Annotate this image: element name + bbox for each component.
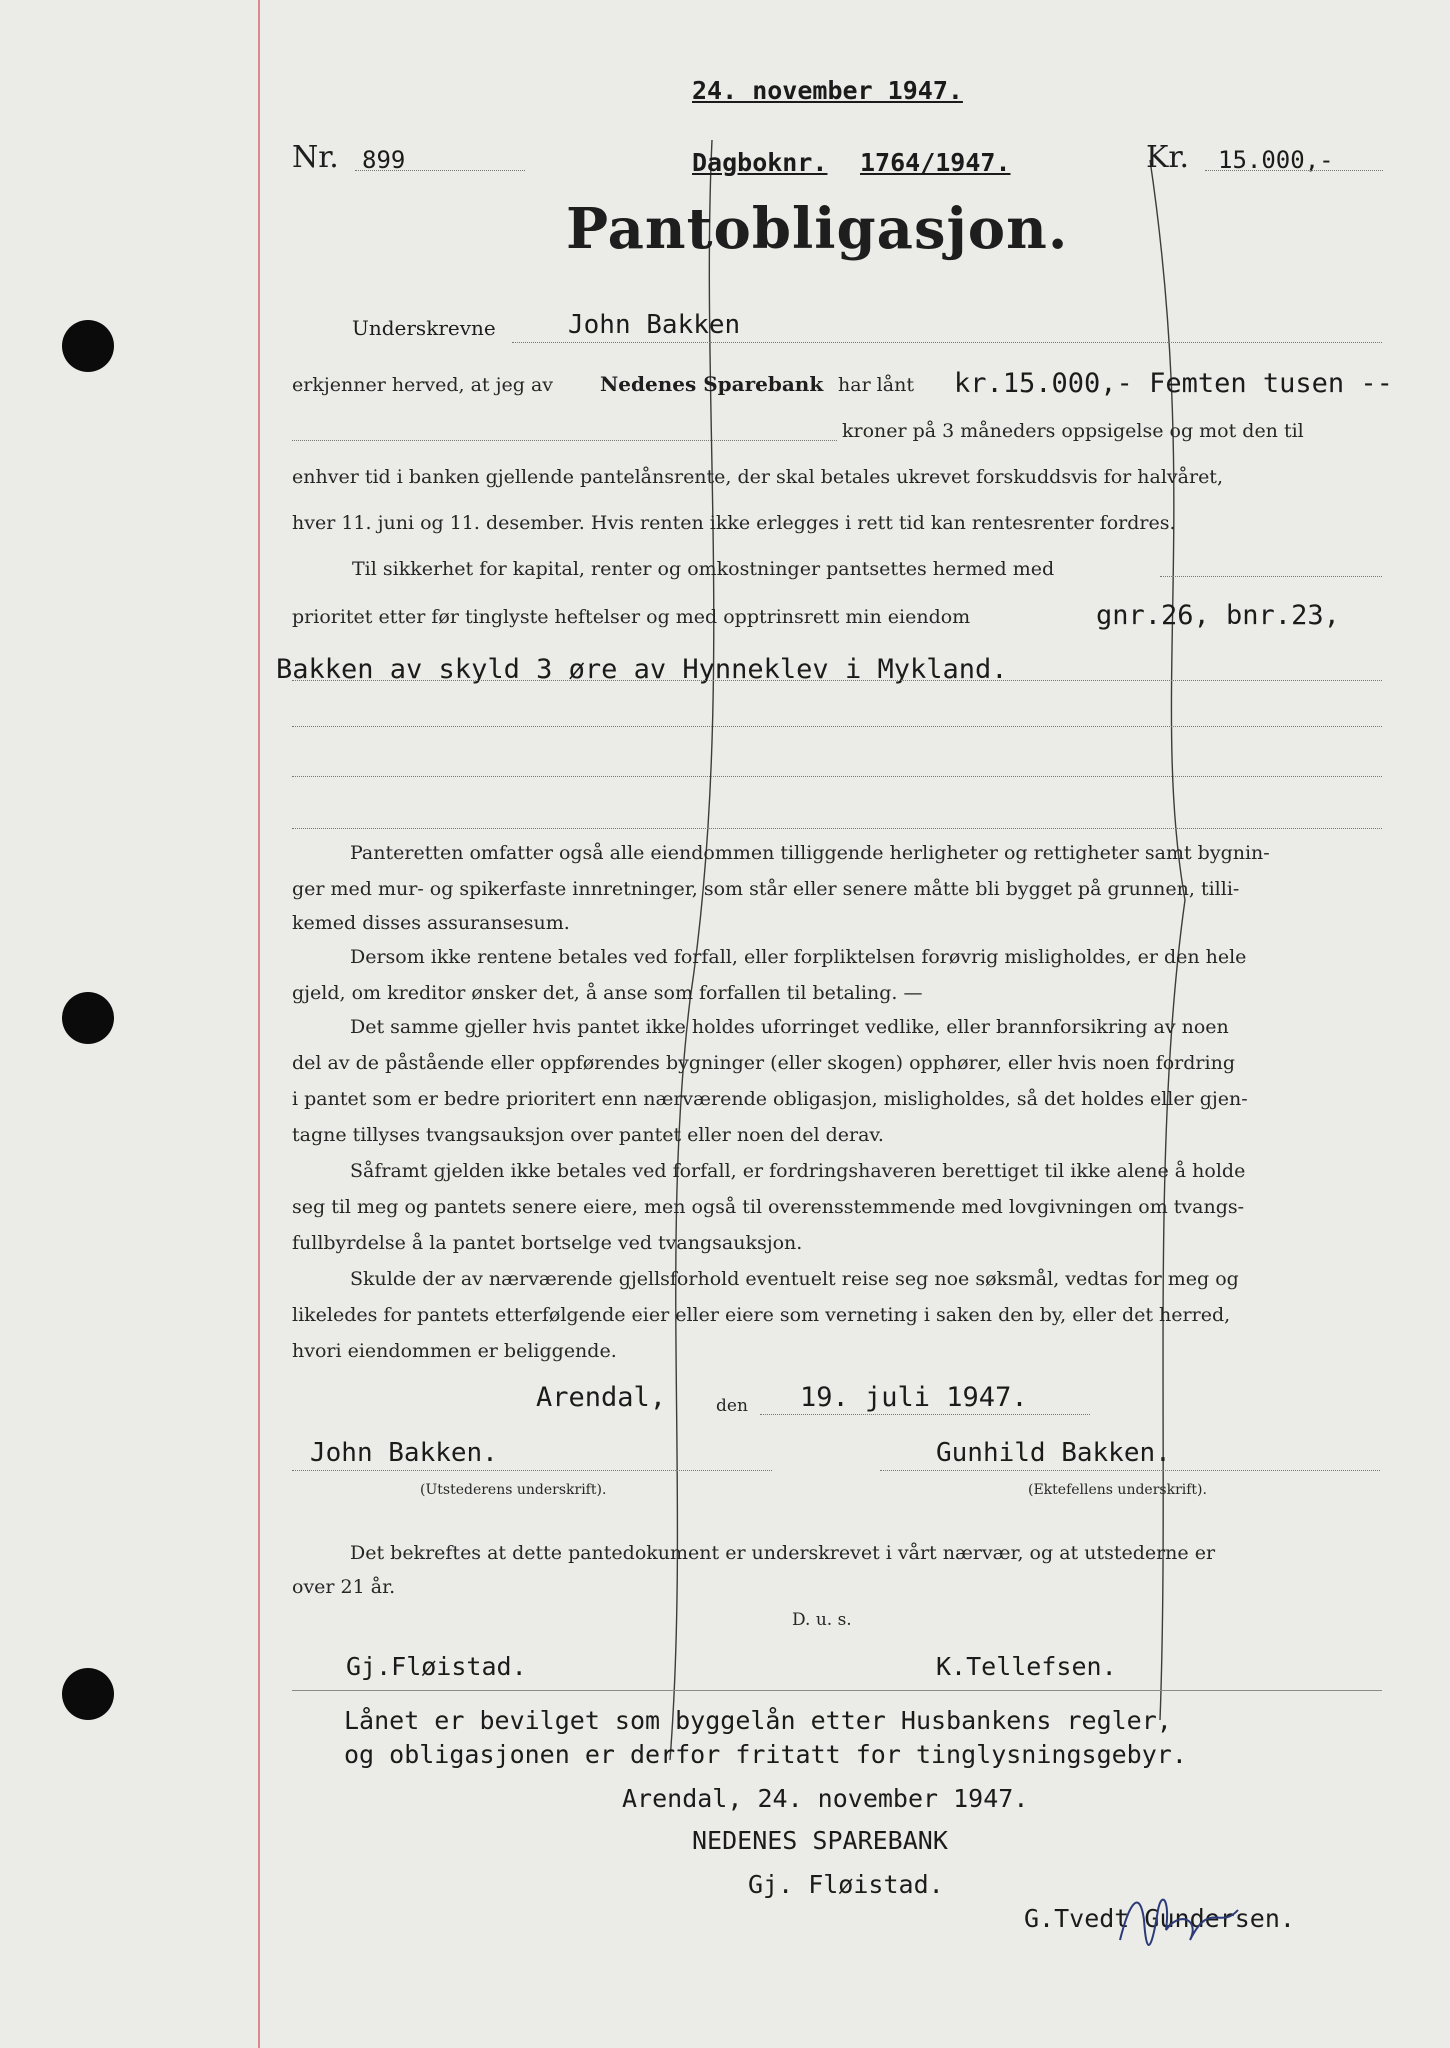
- dagbok-value: 1764/1947.: [860, 148, 1011, 177]
- terms-line: gjeld, om kreditor ønsker det, å anse som forfallen til betaling. —: [292, 982, 923, 1004]
- kr-rule: [1205, 170, 1383, 171]
- undersigned-rule: [512, 342, 1382, 343]
- note-line-2: og obligasjonen er derfor fritatt for tinglysningsgebyr.: [344, 1740, 1187, 1769]
- witness-dus: D. u. s.: [792, 1610, 852, 1630]
- terms-line: del av de påstående eller oppførendes bygninger (eller skogen) opphører, eller hvis noen fordring: [292, 1052, 1235, 1074]
- witness-line-1: Det bekreftes at dette pantedokument er underskrevet i vårt nærvær, og at utstederne er: [350, 1542, 1216, 1564]
- terms-line: hvori eiendommen er beliggende.: [292, 1340, 617, 1362]
- amount-typed: kr.15.000,- Femten tusen --: [954, 368, 1393, 399]
- note-line-5: Gj. Fløistad.: [748, 1870, 944, 1899]
- nr-rule: [355, 170, 525, 171]
- spouse-rule: [880, 1470, 1380, 1471]
- note-line-6: G.Tvedt Gundersen.: [1024, 1904, 1295, 1933]
- undersigned-label: Underskrevne: [352, 316, 496, 340]
- note-line-1: Lånet er bevilget som byggelån etter Husbankens regler,: [344, 1706, 1172, 1735]
- security-line-2: prioritet etter før tinglyste heftelser og med opptrinsrett min eiendom: [292, 606, 971, 628]
- issuer-signature: John Bakken.: [310, 1438, 498, 1468]
- terms-line: Dersom ikke rentene betales ved forfall, eller forpliktelsen forøvrig misligholdes, er den hele: [350, 946, 1247, 968]
- signing-date: 19. juli 1947.: [800, 1382, 1028, 1413]
- punch-hole-middle: [62, 992, 114, 1044]
- terms-line: kemed disses assuransesum.: [292, 912, 570, 934]
- witness-rule: [292, 1690, 1382, 1691]
- note-line-3: Arendal, 24. november 1947.: [622, 1784, 1029, 1813]
- property-rule-4: [292, 828, 1382, 829]
- intro-line-4: enhver tid i banken gjellende pantelånsrente, der skal betales ukrevet forskuddsvis for halvåret,: [292, 466, 1223, 488]
- dagbok-label: Dagboknr.: [692, 148, 828, 177]
- note-line-4: NEDENES SPAREBANK: [692, 1826, 948, 1855]
- undersigned-name: John Bakken: [568, 310, 741, 340]
- handwritten-signature: [1110, 1880, 1250, 1970]
- punch-hole-bottom: [62, 1668, 114, 1720]
- nr-value: 899: [362, 146, 406, 174]
- property-typed-1: gnr.26, bnr.23,: [1096, 600, 1340, 631]
- acknowledge-text: erkjenner herved, at jeg av: [292, 374, 553, 396]
- terms-line: Det samme gjeller hvis pantet ikke holdes uforringet vedlike, eller brannforsikring av noen: [350, 1016, 1229, 1038]
- terms-line: seg til meg og pantets senere eiere, men også til overensstemmende med lovgivningen om tvangs-: [292, 1196, 1245, 1218]
- witness-line-2: over 21 år.: [292, 1576, 396, 1598]
- document-title: Pantobligasjon.: [566, 196, 1069, 262]
- security-line-1: Til sikkerhet for kapital, renter og omkostninger pantsettes hermed med: [352, 558, 1055, 580]
- kr-label: Kr.: [1146, 140, 1189, 175]
- terms-line: fullbyrdelse å la pantet bortselge ved tvangsauksjon.: [292, 1232, 803, 1254]
- terms-line: likeledes for pantets etterfølgende eier eller eiere som verneting i saken den by, eller det herred,: [292, 1304, 1231, 1326]
- document-date: 24. november 1947.: [692, 76, 963, 105]
- witness-1: Gj.Fløistad.: [346, 1652, 527, 1681]
- signing-date-rule: [760, 1414, 1090, 1415]
- punch-hole-top: [62, 320, 114, 372]
- terms-line: Såframt gjelden ikke betales ved forfall, er fordringshaveren berettiget til ikke alene å holde: [350, 1160, 1246, 1182]
- spouse-signature: Gunhild Bakken.: [936, 1438, 1171, 1468]
- property-typed-2: Bakken av skyld 3 øre av Hynneklev i Mykland.: [276, 654, 1008, 685]
- intro-line-5: hver 11. juni og 11. desember. Hvis renten ikke erlegges i rett tid kan rentesrenter fordres.: [292, 512, 1176, 534]
- intro-line-3: kroner på 3 måneders oppsigelse og mot den til: [842, 420, 1304, 442]
- red-margin-line: [258, 0, 260, 2048]
- den-label: den: [716, 1396, 748, 1416]
- borrowed-label: har lånt: [838, 374, 914, 396]
- terms-line: i pantet som er bedre prioritert enn nærværende obligasjon, misligholdes, så det holdes eller gjen-: [292, 1088, 1248, 1110]
- terms-line: Skulde der av nærværende gjellsforhold eventuelt reise seg noe søksmål, vedtas for meg og: [350, 1268, 1239, 1290]
- kr-value: 15.000,-: [1218, 146, 1334, 174]
- spouse-caption: (Ektefellens underskrift).: [1028, 1482, 1207, 1498]
- witness-2: K.Tellefsen.: [936, 1652, 1117, 1681]
- amount-continuation-rule: [292, 440, 837, 441]
- terms-line: ger med mur- og spikerfaste innretninger, som står eller senere måtte bli bygget på grunnen, tilli-: [292, 878, 1240, 900]
- security-rule-1: [1160, 576, 1382, 577]
- issuer-rule: [292, 1470, 772, 1471]
- property-rule-3: [292, 776, 1382, 777]
- property-rule-1: [292, 680, 1382, 681]
- issuer-caption: (Utstederens underskrift).: [420, 1482, 607, 1498]
- terms-line: Panteretten omfatter også alle eiendommen tilliggende herligheter og rettigheter samt bygnin-: [350, 842, 1270, 864]
- nr-label: Nr.: [292, 140, 339, 175]
- terms-line: tagne tillyses tvangsauksjon over pantet eller noen del derav.: [292, 1124, 884, 1146]
- bank-name: Nedenes Sparebank: [600, 372, 824, 396]
- property-rule-2: [292, 726, 1382, 727]
- signing-place: Arendal,: [536, 1382, 667, 1413]
